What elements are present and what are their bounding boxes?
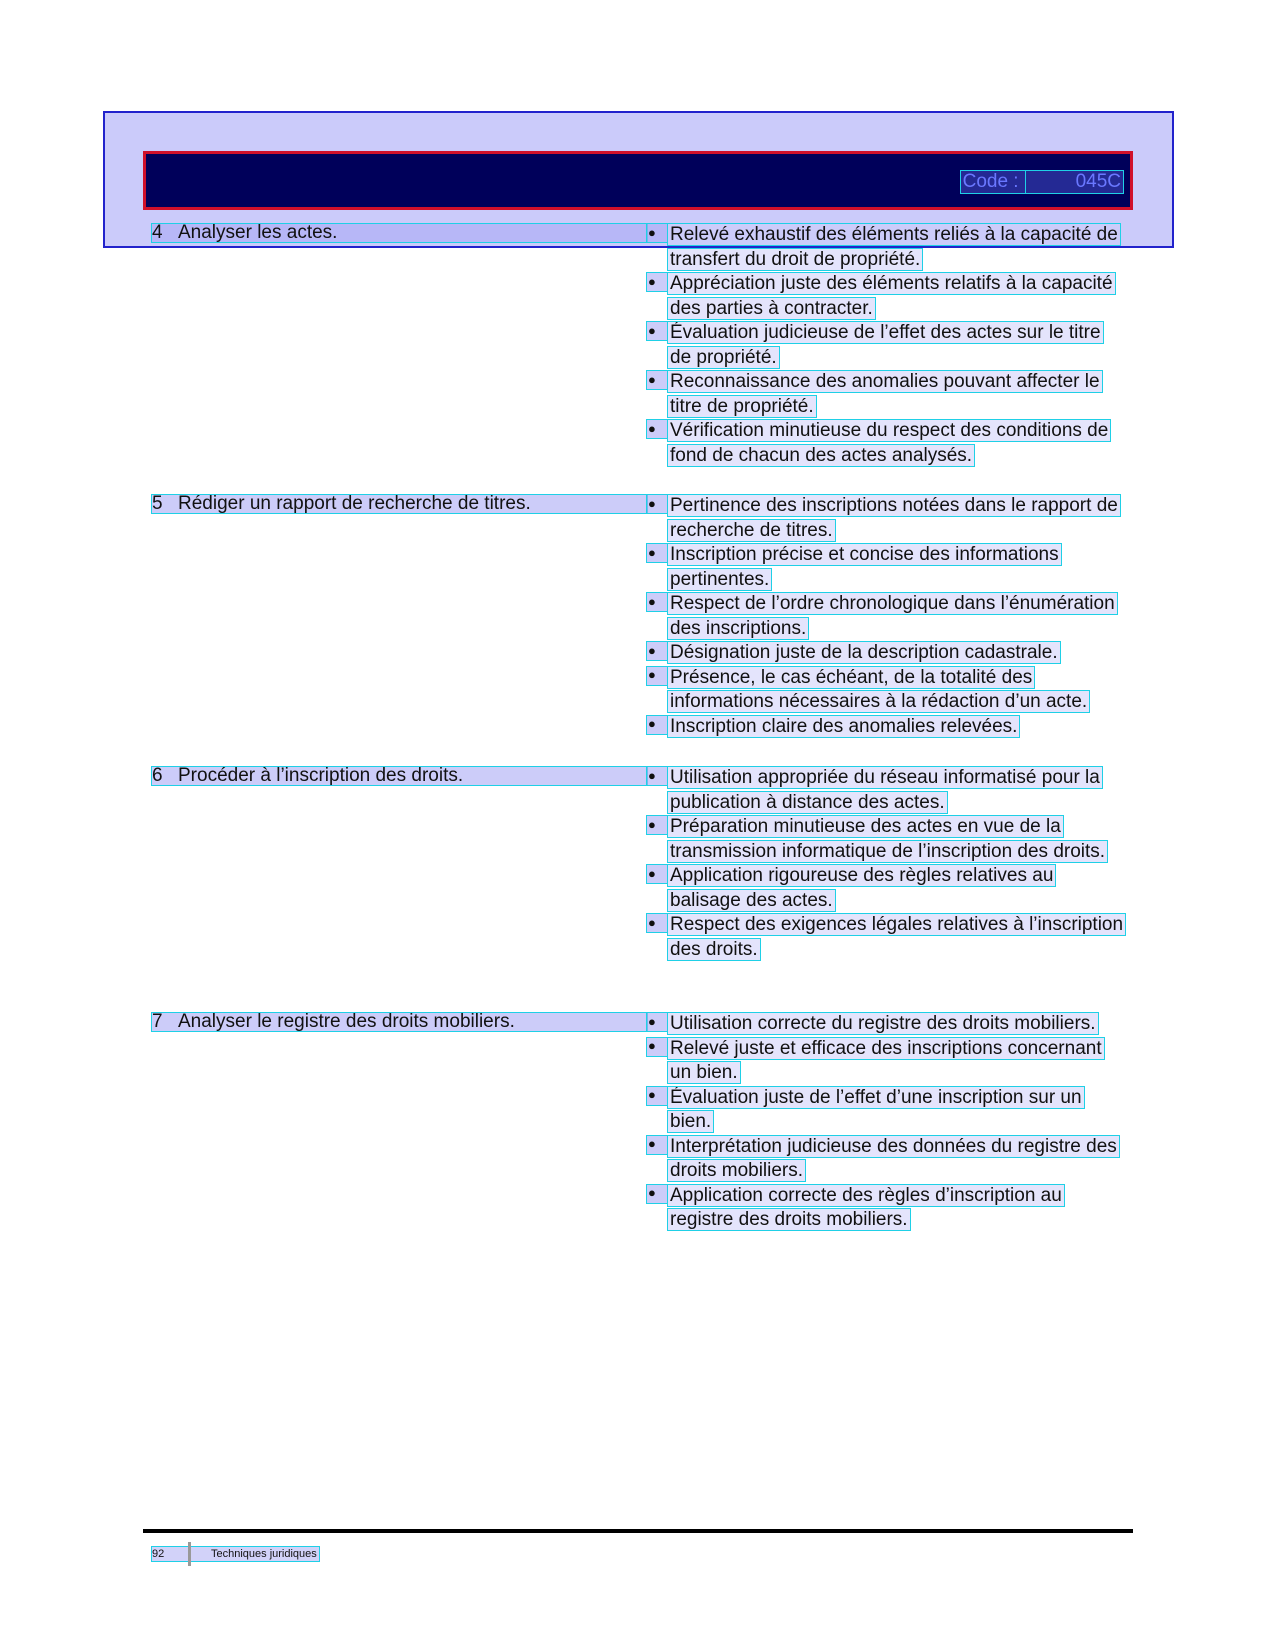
- criterion-text: Désignation juste de la description cadastrale.: [670, 642, 1058, 663]
- element-number: 5: [152, 493, 163, 514]
- bullet-icon: ●: [646, 641, 668, 661]
- criterion-item: [646, 715, 1126, 740]
- criterion-text: Reconnaissance des anomalies pouvant affecter le titre de propriété.: [670, 371, 1100, 417]
- code-separator: [1025, 171, 1070, 193]
- bullet-icon: ●: [646, 419, 668, 439]
- criterion-text: Préparation minutieuse des actes en vue de la transmission informatique de l’inscription des droits.: [670, 816, 1106, 862]
- criterion-text: Relevé juste et efficace des inscriptions concernant un bien.: [670, 1037, 1102, 1083]
- bullet-icon: ●: [646, 1135, 668, 1155]
- criterion-text: Utilisation correcte du registre des droits mobiliers.: [670, 1013, 1096, 1034]
- criterion-text: Interprétation judicieuse des données du registre des droits mobiliers.: [670, 1135, 1117, 1181]
- criterion-item: [646, 1135, 1126, 1184]
- page-footer: [151, 1546, 320, 1562]
- criterion-item: [646, 1037, 1126, 1086]
- criterion-text: Pertinence des inscriptions notées dans le rapport de recherche de titres.: [670, 495, 1118, 541]
- criterion-text: Évaluation judicieuse de l’effet des actes sur le titre de propriété.: [670, 322, 1101, 368]
- bullet-icon: ●: [646, 766, 668, 786]
- bullet-icon: ●: [646, 370, 668, 390]
- bullet-icon: ●: [646, 543, 668, 563]
- program-name: Techniques juridiques: [211, 1548, 317, 1560]
- performance-criteria-list: [646, 766, 1126, 962]
- criterion-item: [646, 641, 1126, 666]
- bullet-icon: ●: [646, 815, 668, 835]
- bullet-icon: ●: [646, 1037, 668, 1057]
- bullet-icon: ●: [646, 1184, 668, 1204]
- bullet-icon: ●: [646, 592, 668, 612]
- element-of-competency: [151, 1012, 648, 1032]
- element-text: Analyser le registre des droits mobiliers.: [178, 1011, 515, 1032]
- criterion-item: [646, 543, 1126, 592]
- element-text: Rédiger un rapport de recherche de titres.: [178, 493, 531, 514]
- criterion-text: Présence, le cas échéant, de la totalité des informations nécessaires à la rédaction d’un acte.: [670, 666, 1088, 712]
- footer-rule: [143, 1529, 1133, 1533]
- bullet-icon: ●: [646, 494, 668, 514]
- bullet-icon: ●: [646, 1086, 668, 1106]
- bullet-icon: ●: [646, 272, 668, 292]
- bullet-icon: ●: [646, 666, 668, 686]
- criterion-text: Évaluation juste de l’effet d’une inscription sur un bien.: [670, 1086, 1082, 1132]
- criterion-item: [646, 1086, 1126, 1135]
- bullet-icon: ●: [646, 715, 668, 735]
- bullet-icon: ●: [646, 321, 668, 341]
- bullet-icon: ●: [646, 913, 668, 933]
- element-number: 7: [152, 1011, 163, 1032]
- bullet-icon: ●: [646, 864, 668, 884]
- element-text: Analyser les actes.: [178, 222, 338, 243]
- criterion-text: Application rigoureuse des règles relatives au balisage des actes.: [670, 865, 1054, 911]
- criterion-item: [646, 419, 1126, 468]
- criterion-item: [646, 223, 1126, 272]
- element-number: 6: [152, 765, 163, 786]
- criterion-item: [646, 494, 1126, 543]
- criterion-text: Application correcte des règles d’inscription au registre des droits mobiliers.: [670, 1184, 1062, 1230]
- criterion-item: [646, 864, 1126, 913]
- element-of-competency: [151, 223, 648, 243]
- criterion-text: Vérification minutieuse du respect des conditions de fond de chacun des actes analysés.: [670, 420, 1109, 466]
- bullet-icon: ●: [646, 223, 668, 243]
- criterion-item: [646, 370, 1126, 419]
- criterion-item: [646, 592, 1126, 641]
- page-number: 92: [152, 1548, 165, 1560]
- criterion-text: Inscription précise et concise des informations pertinentes.: [670, 544, 1059, 590]
- competency-header-bar: [143, 151, 1133, 210]
- performance-criteria-list: [646, 494, 1126, 739]
- competency-code: [960, 170, 1124, 194]
- criterion-item: [646, 321, 1126, 370]
- criterion-text: Utilisation appropriée du réseau informatisé pour la publication à distance des actes.: [670, 767, 1100, 813]
- criterion-item: [646, 1012, 1126, 1037]
- code-label: Code :: [962, 171, 1019, 192]
- element-number: 4: [152, 222, 163, 243]
- code-value: 045C: [1075, 171, 1121, 192]
- footer-separator: [188, 1542, 191, 1566]
- criterion-item: [646, 913, 1126, 962]
- criterion-text: Respect des exigences légales relatives à l’inscription des droits.: [670, 914, 1124, 960]
- criterion-item: [646, 272, 1126, 321]
- criterion-item: [646, 766, 1126, 815]
- criterion-text: Respect de l’ordre chronologique dans l’énumération des inscriptions.: [670, 593, 1115, 639]
- criterion-text: Inscription claire des anomalies relevées.: [670, 715, 1018, 737]
- element-text: Procéder à l’inscription des droits.: [178, 765, 464, 786]
- element-of-competency: [151, 494, 648, 514]
- performance-criteria-list: [646, 1012, 1126, 1233]
- criterion-text: Relevé exhaustif des éléments reliés à la capacité de transfert du droit de propriété.: [670, 224, 1118, 270]
- criterion-item: [646, 666, 1126, 715]
- element-of-competency: [151, 766, 648, 786]
- criterion-item: [646, 815, 1126, 864]
- performance-criteria-list: [646, 223, 1126, 468]
- bullet-icon: ●: [646, 1012, 668, 1032]
- criterion-item: [646, 1184, 1126, 1233]
- criterion-text: Appréciation juste des éléments relatifs à la capacité des parties à contracter.: [670, 273, 1113, 319]
